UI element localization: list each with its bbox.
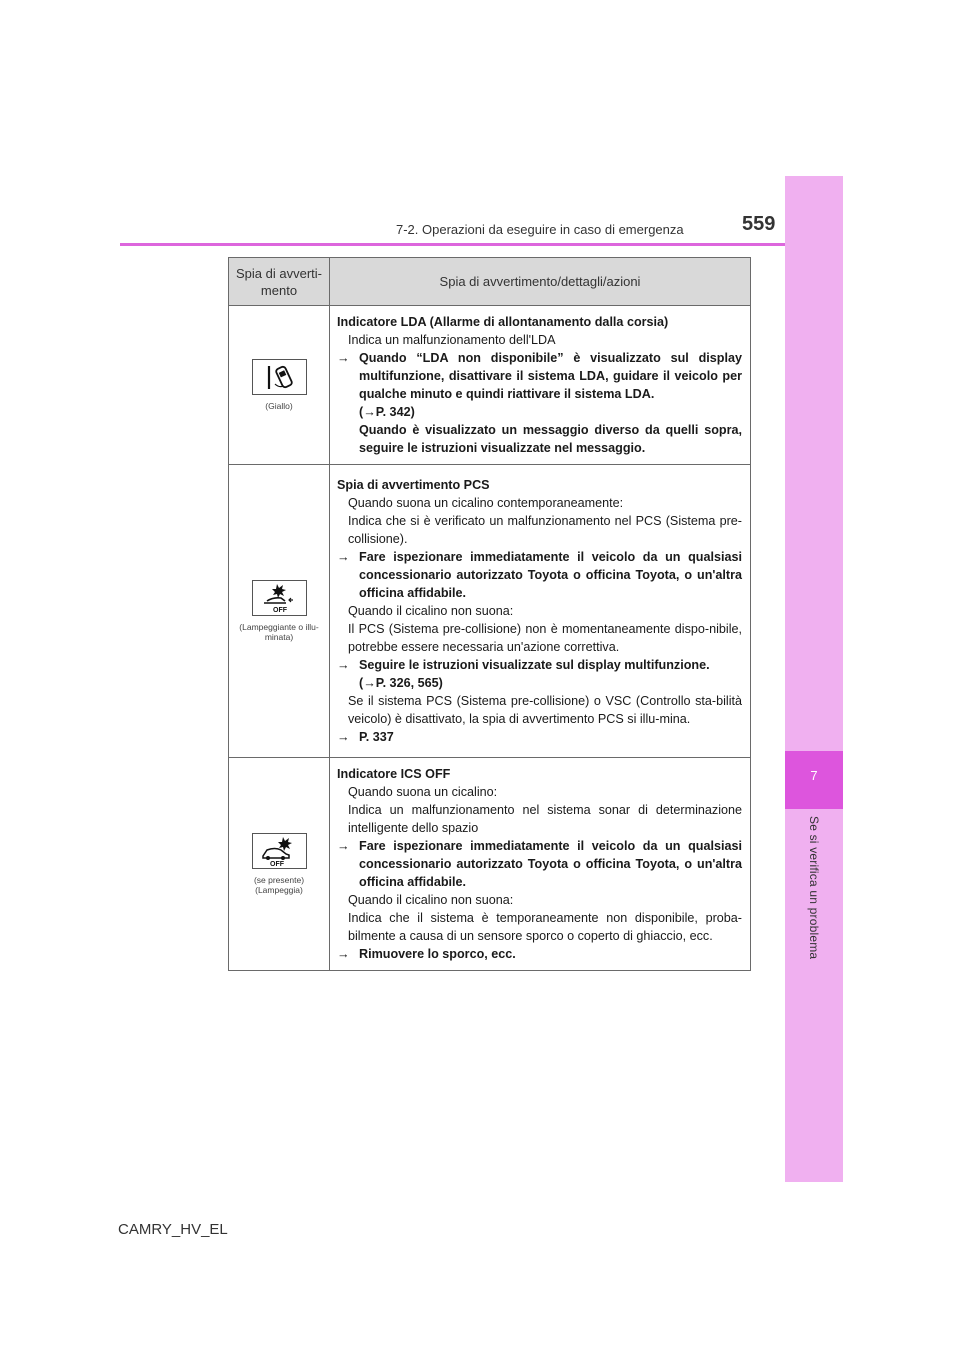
chapter-title: Se si verifica un problema <box>807 816 821 960</box>
chapter-number: 7 <box>810 768 818 783</box>
table-row <box>229 465 751 758</box>
arrow-right-icon: → <box>337 947 350 961</box>
icon-cell <box>229 758 330 971</box>
row-text: Quando il cicalino non suona: <box>348 604 514 618</box>
table-row <box>229 306 751 465</box>
icon-caption: (se presente) (Lampeggia) <box>253 875 305 895</box>
row-title: Indicatore LDA (Allarme di allontanamento dalla corsia) <box>337 315 669 329</box>
page-reference[interactable]: (→P. 326, 565) <box>359 676 443 690</box>
warning-light-table <box>228 257 751 971</box>
model-code: CAMRY_HV_EL <box>118 1221 228 1238</box>
row-title: Spia di avvertimento PCS <box>337 478 490 492</box>
icon-cell <box>229 306 330 465</box>
action-line: → Fare ispezionare immediatamente il veicolo da un qualsiasi concessionario autorizzato Toyota o officina Toyota, o un'altra officina affidabile. <box>337 550 742 600</box>
pcs-off-warning-icon <box>252 580 307 616</box>
details-cell <box>330 758 751 971</box>
page-reference[interactable]: (→P. 342) <box>359 405 415 419</box>
arrow-right-icon: → <box>337 839 350 853</box>
row-text: Quando suona un cicalino: <box>348 785 498 799</box>
details-cell <box>330 465 751 758</box>
action-line[interactable]: → P. 337 <box>337 730 394 744</box>
page-number: 559 <box>742 213 776 235</box>
row-title: Indicatore ICS OFF <box>337 767 451 781</box>
icon-cell <box>229 465 330 758</box>
row-text: Indica un malfunzionamento dell'LDA <box>348 333 556 347</box>
action-line: → Rimuovere lo sporco, ecc. <box>337 947 516 961</box>
header-rule <box>120 243 785 246</box>
lda-lane-departure-icon <box>252 359 307 395</box>
icon-caption: (Giallo) <box>265 400 293 411</box>
row-text: Quando suona un cicalino contemporaneamente: <box>348 496 624 510</box>
arrow-right-icon: → <box>337 730 350 744</box>
action-line: → Fare ispezionare immediatamente il veicolo da un qualsiasi concessionario autorizzato Toyota o officina Toyota, o un'altra officina affidabile. <box>337 839 742 889</box>
icon-caption: (Lampeggiante o illu-minata) <box>239 622 319 642</box>
row-text: Quando il cicalino non suona: <box>348 893 514 907</box>
off-label: OFF <box>269 861 284 869</box>
row-text: Se il sistema PCS (Sistema pre-collisione) o VSC (Controllo sta-bilità veicolo) è disattivato, la spia di avvertimento PCS si illu-mina. <box>348 694 742 726</box>
off-label: OFF <box>272 607 287 615</box>
action-line: → Seguire le istruzioni visualizzate sul display multifunzione. <box>337 658 710 672</box>
ics-off-indicator-icon <box>252 833 307 869</box>
table-header-row <box>229 258 751 306</box>
details-cell <box>330 306 751 465</box>
row-text: Indica un malfunzionamento nel sistema sonar di determinazione intelligente dello spazio <box>348 803 742 835</box>
action-line: → Quando “LDA non disponibile” è visualizzato sul display multifunzione, disattivare il sistema LDA, guidare il veicolo per qualche minuto e quindi riattivare il sistema LDA. <box>337 351 742 401</box>
arrow-right-icon: → <box>337 351 350 365</box>
row-text: Quando è visualizzato un messaggio diverso da quelli sopra, seguire le istruzioni visualizzate nel messaggio. <box>359 423 742 455</box>
arrow-right-icon: → <box>337 550 350 564</box>
row-text: Indica che si è verificato un malfunzionamento nel PCS (Sistema pre-collisione). <box>348 514 742 546</box>
col-header-light: Spia di avverti-mento <box>229 258 330 306</box>
section-title: 7-2. Operazioni da eseguire in caso di emergenza <box>396 222 684 237</box>
row-text: Indica che il sistema è temporaneamente non disponibile, proba-bilmente a causa di un sensore sporco o coperto di ghiaccio, ecc. <box>348 911 742 943</box>
arrow-right-icon: → <box>337 658 350 672</box>
chapter-side-tab <box>785 176 843 1182</box>
table-row <box>229 758 751 971</box>
row-text: Il PCS (Sistema pre-collisione) non è momentaneamente dispo-nibile, potrebbe essere necessaria un'azione correttiva. <box>348 622 742 654</box>
col-header-details: Spia di avvertimento/dettagli/azioni <box>330 258 751 306</box>
